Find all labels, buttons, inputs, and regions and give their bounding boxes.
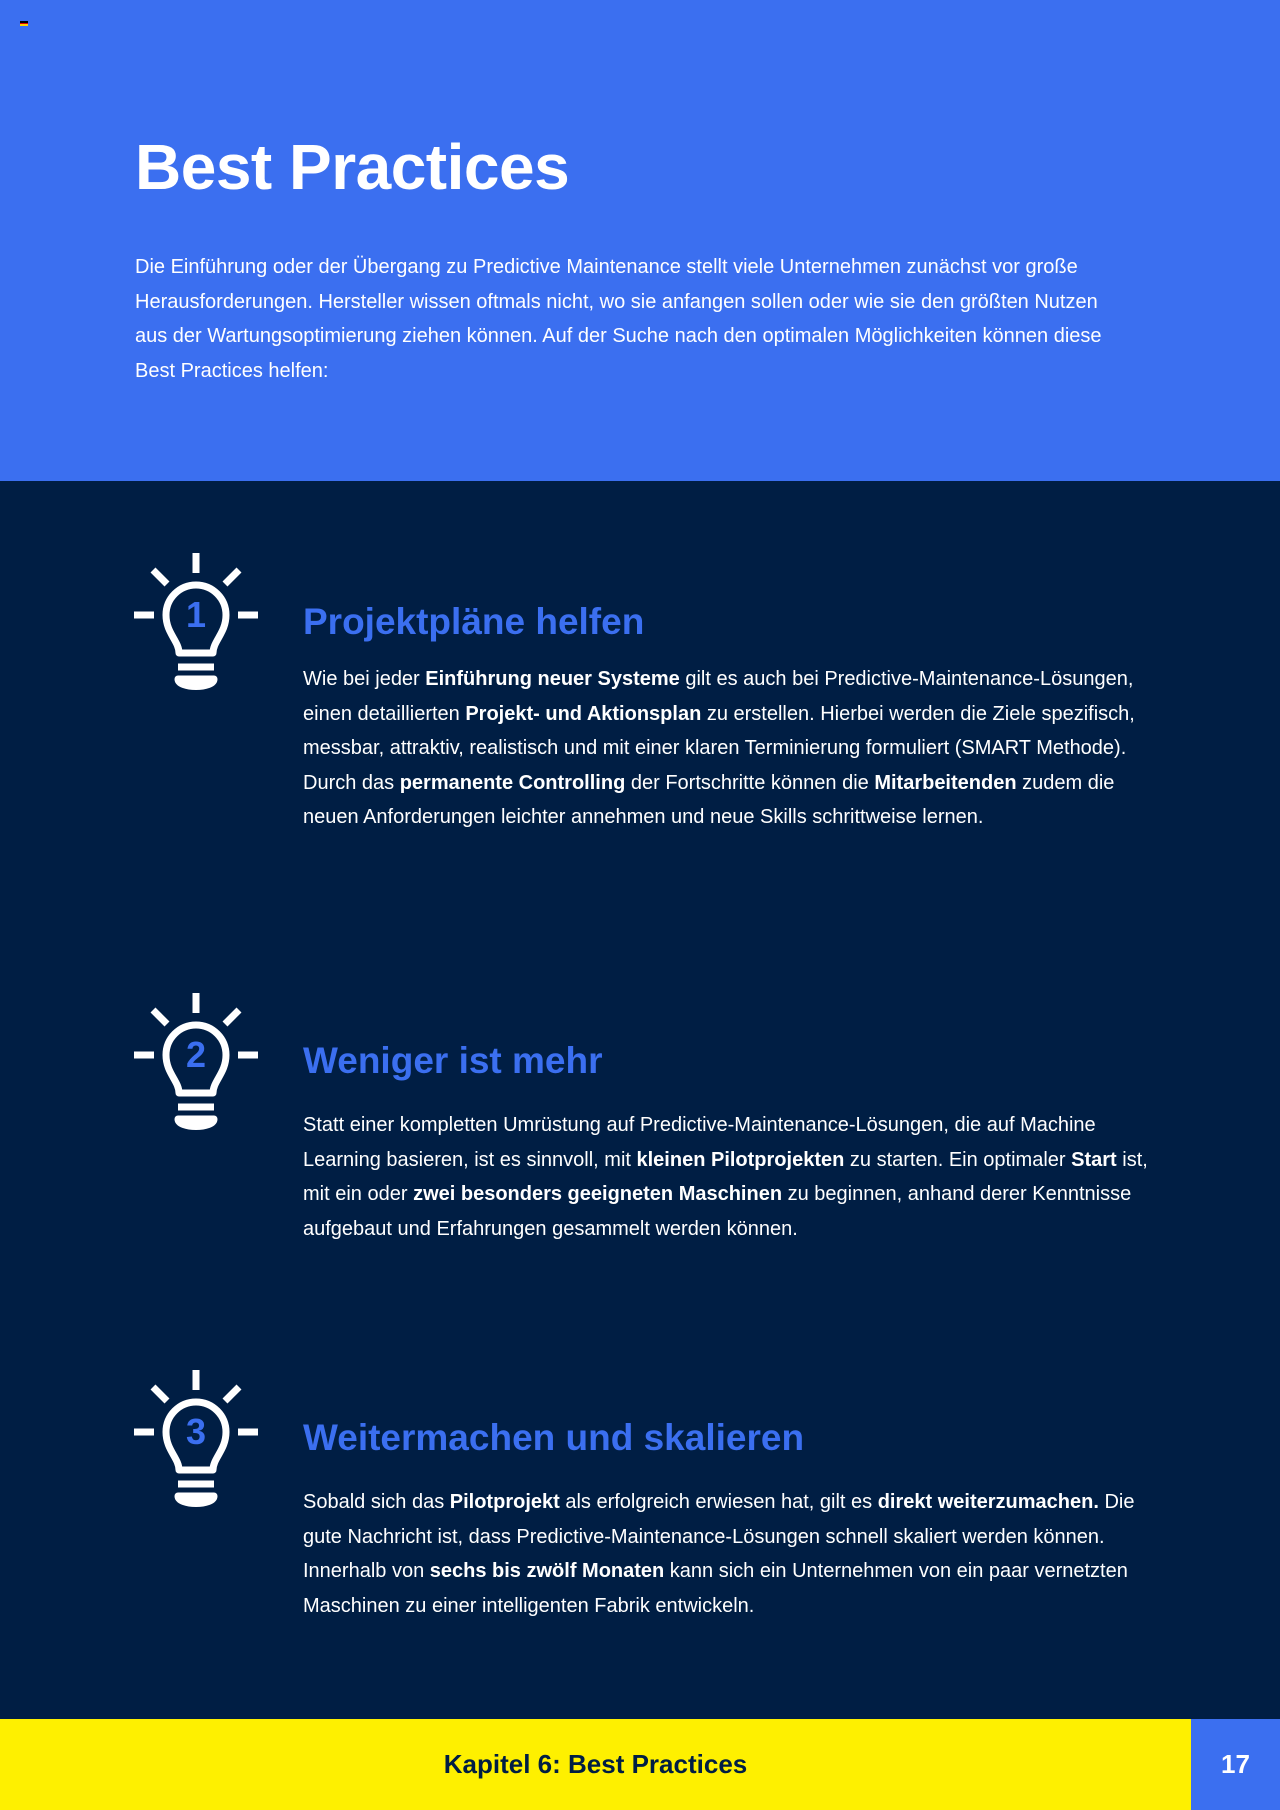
section-title: Projektpläne helfen	[303, 601, 645, 642]
step-number: 2	[185, 1034, 207, 1075]
chapter-label: Kapitel 6: Best Practices	[443, 1749, 748, 1779]
german-flag-icon	[20, 21, 28, 26]
emphasis-text: Pilotprojekt	[449, 1491, 560, 1513]
section-body: Statt einer kompletten Umrüstung auf Predictive-Maintenance-Lösungen, die auf Machine Learning basieren, ist es sinnvoll, mit kleinen Pilotprojekten zu starten. Ein optimaler Start ist, mit ein oder zwei besonders geeigneten Maschinen zu beginnen, anhand derer Kenntnisse aufgebaut und Erfahrungen gesammelt werden können.	[303, 1114, 1148, 1240]
intro-paragraph: Die Einführung oder der Übergang zu Predictive Maintenance stellt viele Unternehmen zunächst vor große Herausforderungen. Hersteller wissen oftmals nicht, wo sie anfangen sollen oder wie sie den größten Nutzen aus der Wartungsoptimierung ziehen können. Auf der Suche nach den optimalen Möglichkeiten können diese Best Practices helfen:	[135, 256, 1102, 382]
hero-banner	[0, 0, 1280, 481]
emphasis-text: zwei besonders geeigneten Maschinen	[413, 1183, 783, 1205]
emphasis-text: Start	[1071, 1148, 1117, 1171]
page-number: 17	[1221, 1749, 1250, 1779]
section-body: Wie bei jeder Einführung neuer Systeme gilt es auch bei Predictive-Maintenance-Lösungen, einen detaillierten Projekt- und Aktionsplan zu erstellen. Hierbei werden die Ziele spezifisch, messbar, attraktiv, realistisch und mit einer klaren Terminierung formuliert (SMART Methode). Durch das permanente Controlling der Fortschritte können die Mitarbeitenden zudem die neuen Anforderungen leichter annehmen und neue Skills schrittweise lernen.	[303, 668, 1135, 828]
section-title: Weitermachen und skalieren	[303, 1417, 805, 1458]
emphasis-text: sechs bis zwölf Monaten	[429, 1560, 665, 1582]
emphasis-text: Einführung neuer Systeme	[425, 668, 680, 690]
page-number-box	[1191, 1719, 1280, 1810]
emphasis-text: Projekt- und Aktionsplan	[465, 702, 702, 725]
lightbulb-icon	[132, 1364, 260, 1514]
section-body: Sobald sich das Pilotprojekt als erfolgreich erwiesen hat, gilt es direkt weiterzumachen. Die gute Nachricht ist, dass Predictive-Maintenance-Lösungen schnell skaliert werden können. Innerhalb von sechs bis zwölf Monaten kann sich ein Unternehmen von ein paar vernetzten Maschinen zu einer intelligenten Fabrik entwickeln.	[303, 1491, 1135, 1617]
emphasis-text: Mitarbeitenden	[874, 771, 1017, 794]
emphasis-text: kleinen Pilotprojekten	[636, 1148, 845, 1171]
emphasis-text: direkt weiterzumachen.	[877, 1491, 1099, 1513]
emphasis-text: permanente Controlling	[399, 771, 626, 794]
lightbulb-icon	[132, 987, 260, 1137]
section-title: Weniger ist mehr	[303, 1040, 603, 1081]
step-number: 3	[185, 1411, 207, 1452]
page-title: Best Practices	[135, 131, 570, 203]
step-number: 1	[185, 594, 207, 635]
lightbulb-icon	[132, 547, 260, 697]
